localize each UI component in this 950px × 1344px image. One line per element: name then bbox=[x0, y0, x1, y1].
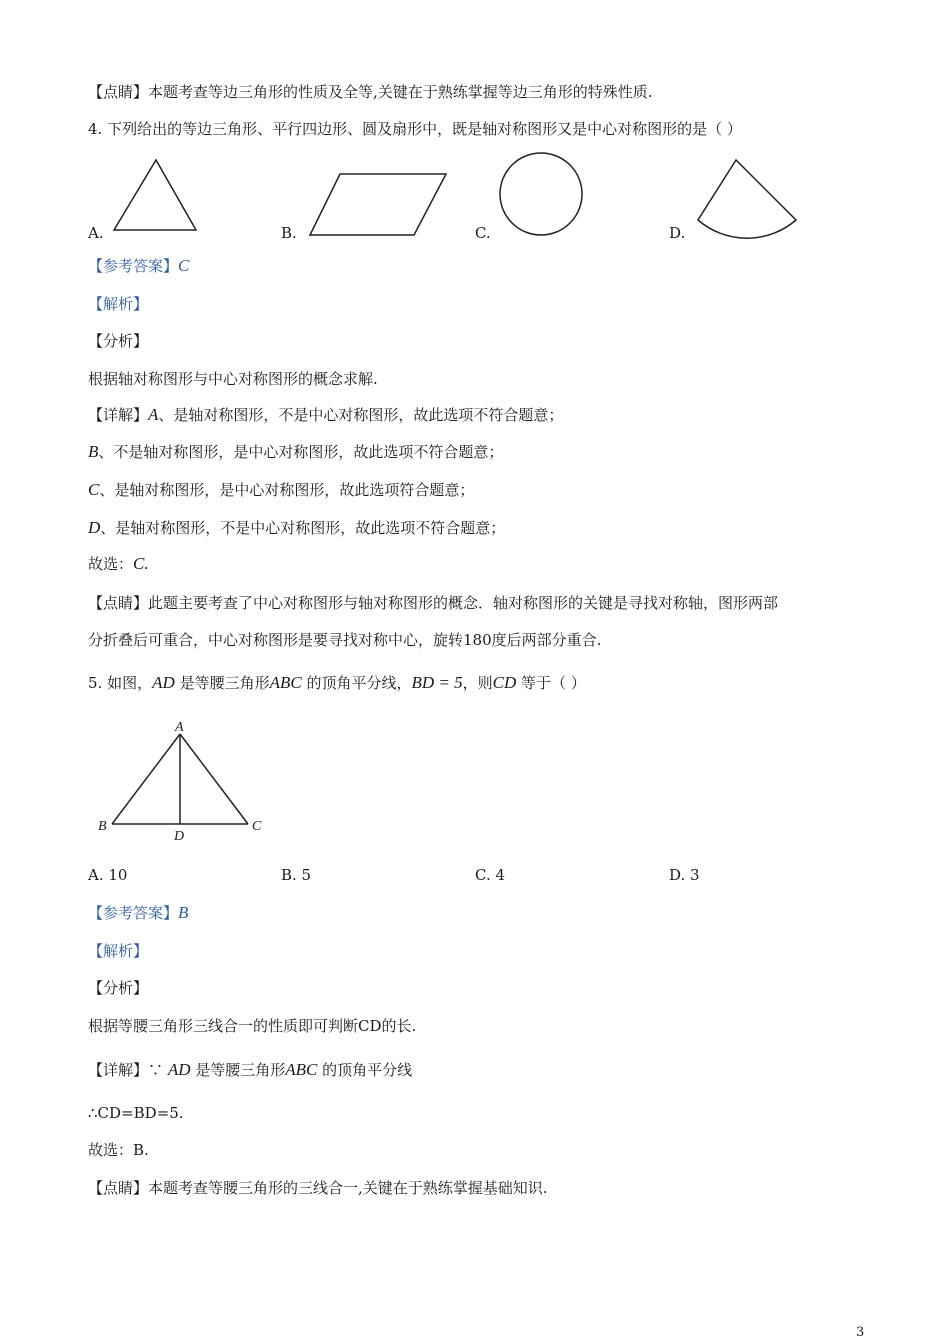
q4-fenxi: 根据轴对称图形与中心对称图形的概念求解. bbox=[88, 370, 378, 388]
q5-stem: 5. 如图，AD 是等腰三角形ABC 的顶角平分线，BD = 5，则CD 等于（ ） bbox=[88, 673, 586, 692]
figure-isosceles-triangle bbox=[92, 716, 272, 846]
q5-choice: 故选：B. bbox=[88, 1141, 149, 1159]
label-c: C bbox=[252, 819, 262, 834]
q4-number: 4. bbox=[88, 120, 103, 138]
figure-triangle bbox=[112, 158, 202, 234]
q5-detail: 【详解】∵ AD 是等腰三角形ABC 的顶角平分线 bbox=[88, 1060, 413, 1079]
figure-sector bbox=[696, 158, 800, 236]
q4-detail-c: C、是轴对称图形，是中心对称图形，故此选项符合题意； bbox=[88, 480, 475, 499]
q4-detail-d: D、是轴对称图形，不是中心对称图形，故此选项不符合题意； bbox=[88, 518, 506, 537]
label-a: A bbox=[175, 720, 184, 735]
q4-detail-b: B、不是轴对称图形，是中心对称图形，故此选项不符合题意； bbox=[88, 442, 504, 461]
q4-option-b: B. bbox=[281, 224, 297, 242]
q4-option-c: C. bbox=[475, 224, 491, 242]
q5-dianjing: 【点睛】本题考查等腰三角形的三线合一,关键在于熟练掌握基础知识. bbox=[88, 1179, 548, 1197]
q4-dianjing-1: 【点睛】此题主要考查了中心对称图形与轴对称图形的概念．轴对称图形的关键是寻找对称轴，图形两部 bbox=[88, 594, 779, 612]
page-number: 3 bbox=[856, 1325, 865, 1340]
q4-analysis-tag: 【解析】 bbox=[88, 295, 149, 313]
q3-dianjing: 【点睛】本题考查等边三角形的性质及全等,关键在于熟练掌握等边三角形的特殊性质. bbox=[88, 83, 653, 101]
q5-option-d: D. 3 bbox=[669, 866, 700, 884]
q5-analysis-tag: 【解析】 bbox=[88, 942, 149, 960]
q5-fenxi: 根据等腰三角形三线合一的性质即可判断CD的长. bbox=[88, 1017, 417, 1035]
q5-option-c: C. 4 bbox=[475, 866, 506, 884]
figure-parallelogram bbox=[308, 172, 450, 238]
label-b: B bbox=[98, 819, 107, 834]
label-d: D bbox=[174, 829, 185, 844]
q5-answer: 【参考答案】B bbox=[88, 903, 189, 922]
figure-circle bbox=[499, 152, 585, 238]
q4-detail-a: 【详解】A、是轴对称图形，不是中心对称图形，故此选项不符合题意； bbox=[88, 405, 564, 424]
q4-stem: 4. 下列给出的等边三角形、平行四边形、圆及扇形中，既是轴对称图形又是中心对称图形的是（ ） bbox=[88, 120, 742, 138]
q5-therefore: ∴CD=BD=5. bbox=[88, 1104, 184, 1122]
q5-number: 5. bbox=[88, 674, 103, 692]
q4-dianjing-2: 分折叠后可重合，中心对称图形是要寻找对称中心，旋转180度后两部分重合. bbox=[88, 631, 602, 649]
q5-option-a: A. 10 bbox=[88, 866, 128, 884]
q5-option-b: B. 5 bbox=[281, 866, 312, 884]
q5-fenxi-tag: 【分析】 bbox=[88, 979, 149, 997]
q4-answer: 【参考答案】C bbox=[88, 256, 190, 275]
q4-option-d: D. bbox=[669, 224, 686, 242]
q4-fenxi-tag: 【分析】 bbox=[88, 332, 149, 350]
q4-choice: 故选：C. bbox=[88, 554, 149, 573]
q4-option-a: A. bbox=[88, 224, 104, 242]
